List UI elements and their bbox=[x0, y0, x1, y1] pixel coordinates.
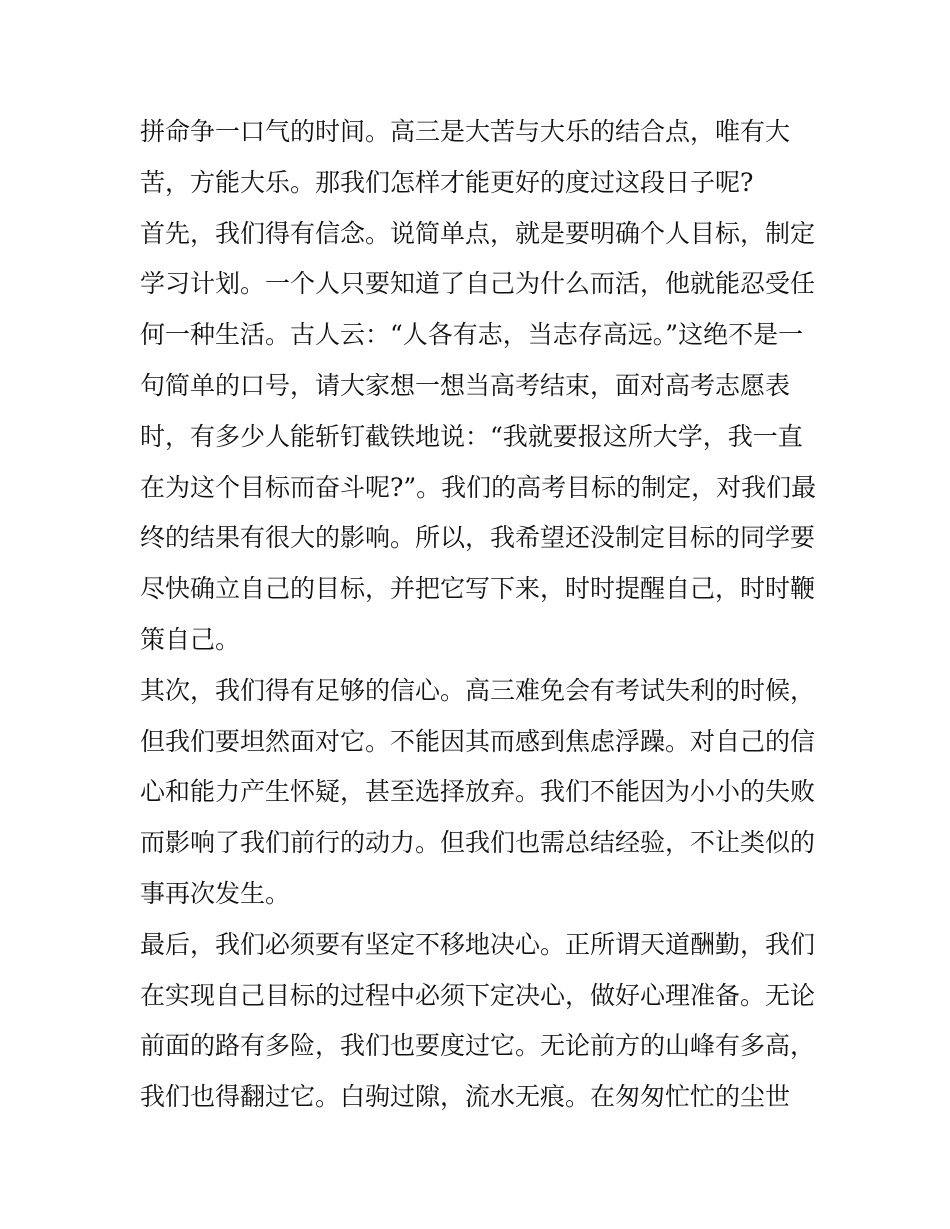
text-line: 我们也得翻过它。白驹过隙，流水无痕。在匆匆忙忙的尘世 bbox=[140, 1082, 791, 1112]
body-text bbox=[140, 107, 830, 1123]
text-line: 苦，方能大乐。那我们怎样才能更好的度过这段日子呢? bbox=[140, 167, 754, 197]
text-line: 终的结果有很大的影响。所以，我希望还没制定目标的同学要 bbox=[140, 523, 816, 553]
text-line: 其次，我们得有足够的信心。高三难免会有考试失利的时候， bbox=[140, 675, 816, 705]
text-line: 心和能力产生怀疑，甚至选择放弃。我们不能因为小小的失败 bbox=[140, 777, 816, 807]
text-line: 事再次发生。 bbox=[140, 878, 291, 908]
text-line: 尽快确立自己的目标，并把它写下来，时时提醒自己，时时鞭 bbox=[140, 574, 816, 604]
text-line: 句简单的口号，请大家想一想当高考结束，面对高考志愿表 bbox=[140, 370, 791, 400]
text-line: 时，有多少人能斩钉截铁地说：“我就要报这所大学，我一直 bbox=[140, 421, 803, 451]
text-line: 前面的路有多险，我们也要度过它。无论前方的山峰有多高， bbox=[140, 1031, 816, 1061]
text-line: 首先，我们得有信念。说简单点，就是要明确个人目标，制定 bbox=[140, 218, 816, 248]
text-line: 学习计划。一个人只要知道了自己为什么而活，他就能忍受任 bbox=[140, 269, 816, 299]
text-line: 策自己。 bbox=[140, 624, 241, 654]
text-line: 最后，我们必须要有坚定不移地决心。正所谓天道酬勤，我们 bbox=[140, 929, 816, 959]
text-line: 何一种生活。古人云：“人各有志，当志存高远。”这绝不是一 bbox=[140, 320, 804, 350]
text-line: 但我们要坦然面对它。不能因其而感到焦虑浮躁。对自己的信 bbox=[140, 726, 816, 756]
text-line: 拼命争一口气的时间。高三是大苦与大乐的结合点，唯有大 bbox=[140, 117, 791, 146]
text-line: 在为这个目标而奋斗呢?”。我们的高考目标的制定，对我们最 bbox=[140, 472, 817, 502]
text-line: 而影响了我们前行的动力。但我们也需总结经验，不让类似的 bbox=[140, 828, 816, 858]
text-line: 在实现自己目标的过程中必须下定决心，做好心理准备。无论 bbox=[140, 980, 816, 1010]
